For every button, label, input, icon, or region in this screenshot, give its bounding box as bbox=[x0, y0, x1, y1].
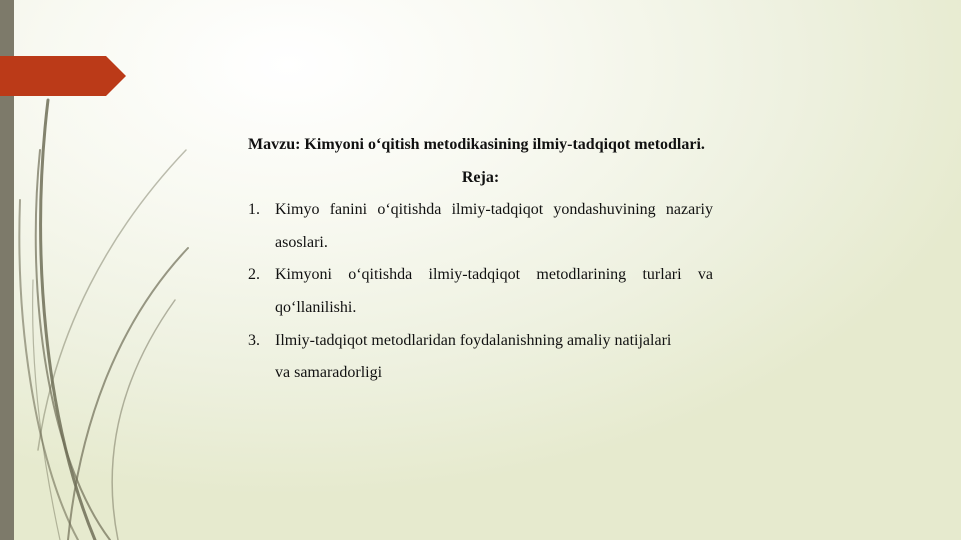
plan-item-number: 1. bbox=[248, 201, 260, 219]
plan-item-text: Ilmiy-tadqiqot metodlaridan foydalanishning amaliy natijalari va samaradorligi bbox=[275, 331, 672, 382]
plan-item-number: 2. bbox=[248, 266, 260, 284]
grass-line bbox=[41, 100, 95, 540]
plan-list bbox=[248, 194, 713, 390]
slide-content bbox=[248, 129, 713, 390]
plan-item-text: Kimyoni o‘qitishda ilmiy-tadqiqot metodlarining turlari va qo‘llanilishi. bbox=[275, 266, 713, 316]
plan-item-number: 3. bbox=[248, 331, 260, 349]
plan-heading: Reja: bbox=[461, 168, 500, 186]
plan-item bbox=[248, 259, 713, 324]
plan-item-text: Kimyo fanini o‘qitishda ilmiy-tadqiqot yondashuvining nazariy asoslari. bbox=[275, 201, 713, 251]
grass-line bbox=[38, 150, 186, 450]
plan-item bbox=[248, 325, 713, 390]
plan-item bbox=[248, 194, 713, 259]
grass-line bbox=[112, 300, 175, 540]
grass-line bbox=[19, 200, 78, 540]
slide-title: Mavzu: Kimyoni o‘qitish metodikasining ilmiy-tadqiqot metodlari. bbox=[248, 136, 705, 153]
arrow-tab-icon bbox=[0, 56, 126, 96]
